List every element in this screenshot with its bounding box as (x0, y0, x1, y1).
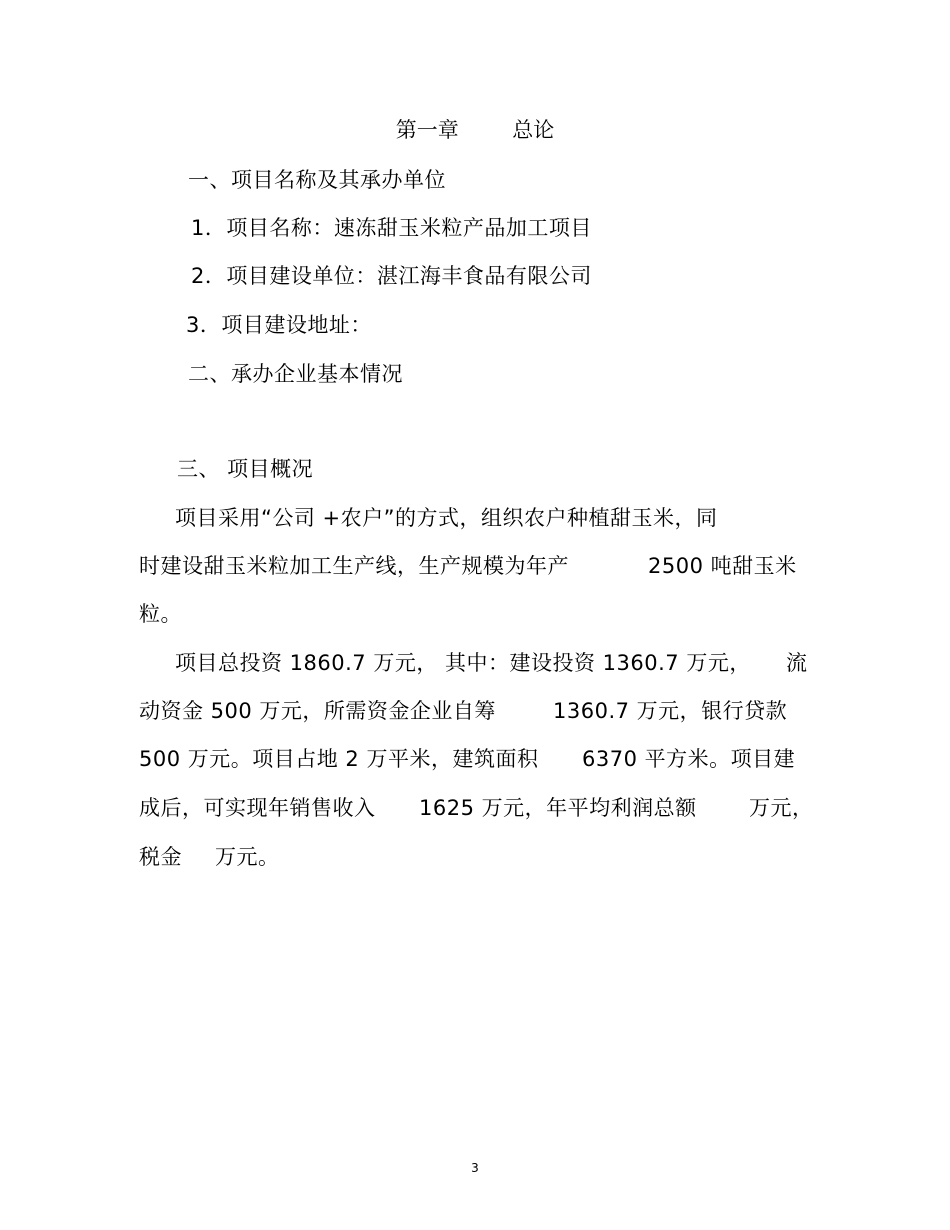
para2-line1: 项目总投资 1860.7 万元， 其中：建设投资 1360.7 万元， (175, 651, 751, 675)
para2-line5-end: 万元。 (215, 845, 280, 869)
section-heading-project-name: 一、项目名称及其承办单位 (188, 168, 446, 192)
para2-line2-text: 动资金 500 万元，所需资金企业自筹 (139, 699, 496, 723)
para2-line4-end: 万元， (749, 796, 814, 820)
para1-line2-text: 时建设甜玉米粒加工生产线，生产规模为年产 (139, 554, 569, 578)
page-number: 3 (471, 1161, 479, 1175)
para2-line1-end: 流 (786, 651, 808, 675)
para1-line2-value: 2500 吨甜玉米 (648, 554, 797, 578)
para2-line5-text: 税金 (139, 845, 182, 869)
para1-line1: 项目采用“公司 +农户”的方式，组织农户种植甜玉米，同 (175, 506, 718, 530)
para2-line3-value: 6370 平方米。项目建 (582, 747, 796, 771)
para1-line3: 粒。 (139, 602, 182, 626)
item-project-name: 1．项目名称：速冻甜玉米粒产品加工项目 (191, 216, 592, 240)
item-construction-unit: 2．项目建设单位：湛江海丰食品有限公司 (191, 264, 592, 288)
para2-line4-text: 成后，可实现年销售收入 (139, 796, 376, 820)
chapter-title: 第一章 总论 (395, 118, 555, 142)
section-heading-overview: 三、 项目概况 (177, 457, 314, 481)
section-heading-enterprise: 二、承办企业基本情况 (188, 362, 403, 386)
para2-line4-value: 1625 万元，年平均利润总额 (419, 796, 697, 820)
item-construction-address: 3．项目建设地址： (186, 313, 372, 337)
para2-line2-value: 1360.7 万元，银行贷款 (553, 699, 788, 723)
para2-line3-text: 500 万元。项目占地 2 万平米，建筑面积 (139, 747, 539, 771)
